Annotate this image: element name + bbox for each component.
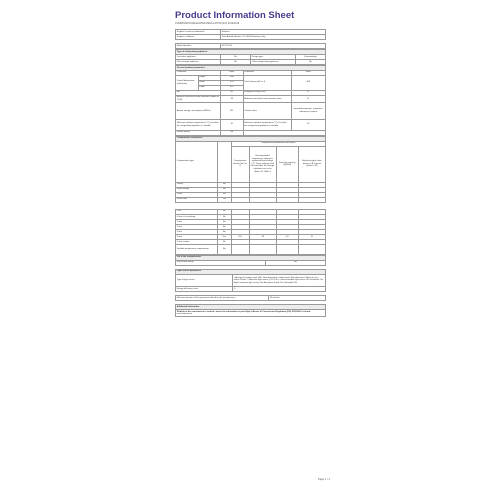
four-star-section-header: For 4-star compartments (176, 255, 326, 260)
compartment-table-2 (175, 209, 326, 255)
wine-label: Wine storage (176, 187, 218, 192)
guarantee-value: 24 months (269, 296, 326, 301)
total-volume-value: 368 (291, 75, 326, 90)
comp-volume-header: Compartment volume (dm³ or l) (231, 146, 249, 182)
one-star-value: No (218, 220, 232, 225)
value-header: Value (221, 70, 244, 75)
supplier-address-label: Supplier's address: (176, 34, 221, 39)
type-section-header: Type of refrigerating appliance: (176, 49, 326, 54)
light-class-label: Energy efficiency class (176, 287, 233, 292)
supplier-name-value: Hotpoint (221, 30, 326, 35)
depth-label: Depth (198, 85, 221, 90)
light-class-value: G (233, 287, 326, 292)
empty-cell (249, 245, 276, 254)
empty-cell (243, 130, 326, 135)
airborne-class-label: Airborne acoustical noise emission class (243, 95, 291, 102)
annual-energy-value: 311 (221, 103, 244, 120)
empty-cell (249, 197, 276, 202)
pantry-value: No (218, 182, 232, 187)
total-volume-label: Total volume (dm³ or l) (243, 75, 291, 90)
two-star-section-value: No (218, 240, 232, 245)
four-star-defrost: A (299, 235, 326, 240)
design-type-value: Freestanding (296, 54, 326, 59)
weblink-label: Weblink to the manufacturer's website, where the information in point 4(a) of Annex of Commission Regulation (EU) 2019/2019 is found: (176, 310, 311, 313)
other-refrig-label: Other refrigerating appliance: (251, 59, 296, 64)
freezing-capacity-header: Freezing capacity (kg/24h) (276, 146, 299, 182)
four-star-volume: 103 (231, 235, 249, 240)
chill-value: No (218, 209, 232, 214)
annual-energy-label: Annual energy consumption (kWh/a) (176, 103, 221, 120)
one-star-label: 1-star (176, 220, 218, 225)
variable-temp-label: Variable temperature compartment (176, 245, 218, 254)
model-label: Model identifier: (176, 43, 221, 48)
design-type-label: Design type: (251, 54, 296, 59)
other-refrig-value: No (296, 59, 326, 64)
light-type-label: Type of light source (176, 274, 233, 287)
two-star-label: 2-star (176, 225, 218, 230)
four-star-freezing: 4,5 (276, 235, 299, 240)
low-noise-value: No (221, 54, 251, 59)
weblink-value[interactable]: www.hotpoint.eu (176, 313, 193, 316)
fast-freeze-value: No (266, 260, 326, 265)
four-star-value: Yes (218, 235, 232, 240)
light-type-value: Lighting technology used: LED; Non-directional or directional: Non-directional; Mains or non-mains: Mains; Connected light source (CLS): No; Colour-tuneable light source: No; Envelope: No; High luminance light source: No; Anti-glare shield: No; Dimmable: No (233, 274, 326, 287)
general-section-header: General product parameters: (176, 65, 326, 70)
compartment-section-header: Compartment Parameters: (176, 136, 326, 141)
four-star-temp: -18 (249, 235, 276, 240)
additional-table (175, 304, 326, 317)
regulation-subtitle: COMMISSION DELEGATED REGULATION (EU) 2019/2016 (175, 22, 240, 25)
empty-cell (218, 141, 232, 182)
winter-label: Winter setting (176, 130, 221, 135)
max-temp-label: Maximum ambient temperature (°C), for which the refrigerating appliance is suitable (243, 119, 291, 130)
model-value: H9T 921 A (221, 43, 326, 48)
wine-storage-label: Wine storage appliance: (176, 59, 221, 64)
guarantee-label: Minimum duration of the guarantee offered by the manufacturer: (176, 296, 269, 301)
zero-star-label: 0-star or ice-making (176, 214, 218, 220)
cellar-value: No (218, 192, 232, 197)
two-star-value: No (218, 225, 232, 230)
compartment-type-header: Compartment type (176, 141, 218, 182)
width-value: 590 (221, 80, 244, 85)
fresh-food-label: Fresh food (176, 197, 218, 202)
zero-star-value: No (218, 214, 232, 220)
empty-cell (276, 245, 299, 254)
empty-cell (231, 245, 249, 254)
param-header-2: Parameter (243, 70, 291, 75)
energy-class-label: Energy efficiency class (243, 90, 291, 95)
min-temp-label: Minimum ambient temperature (°C), for which the refrigerating appliance is suitable (176, 119, 221, 130)
width-label: Width (198, 80, 221, 85)
supplier-name-label: Supplier's name or trademark: (176, 30, 221, 35)
max-temp-value: 43 (291, 119, 326, 130)
page-number: Page 1 / 1 (318, 478, 330, 481)
empty-cell (276, 197, 299, 202)
empty-cell (299, 197, 326, 202)
value-header-2: Value (291, 70, 326, 75)
param-header: Parameter (176, 70, 221, 75)
variable-temp-value: No (218, 245, 232, 254)
empty-cell (231, 197, 249, 202)
light-section-header: Light source parameters (176, 269, 326, 274)
min-temp-value: 10 (221, 119, 244, 130)
supplier-table (175, 29, 326, 40)
four-star-table (175, 255, 326, 266)
fresh-food-value: Yes (218, 197, 232, 202)
comp-params-header: Compartment parameters and values (231, 141, 326, 146)
airborne-label: Airborne acoustical noise emissions (dB(A) re 1 pW) (176, 96, 219, 101)
eei-label: EEI (176, 90, 221, 95)
additional-section-header: Additional information: (176, 305, 326, 310)
wine-value: No (218, 187, 232, 192)
product-information-sheet (175, 10, 326, 317)
two-star-section-label: 2-star section (176, 240, 218, 245)
weblink-cell (176, 310, 326, 317)
chill-label: Chill (176, 209, 218, 214)
overall-dimensions-label: Overall dimensions (millimetre) (176, 75, 199, 90)
depth-value: 670 (221, 85, 244, 90)
airborne-value: 38 (221, 95, 244, 102)
defrost-type-header: Defrosting type (auto-defrost = A, manual defrost = M) (299, 146, 326, 182)
height-value: 1950 (221, 75, 244, 80)
page-title: Product Information Sheet (175, 10, 295, 21)
airborne-class-value: B (291, 95, 326, 102)
cellar-label: Cellar (176, 192, 218, 197)
pantry-label: Pantry (176, 182, 218, 187)
supplier-address-value: Viale Aristide Merloni, 47, 60044 Fabriano, Italy (221, 34, 326, 39)
three-star-value: No (218, 230, 232, 235)
fast-freeze-label: Fast freeze facility (176, 260, 266, 265)
empty-cell (299, 245, 326, 254)
energy-class-value: E (291, 90, 326, 95)
three-star-label: 3-star (176, 230, 218, 235)
winter-value: No (221, 130, 244, 135)
general-params-table (175, 65, 326, 136)
recommended-temp-header: Recommended temperature setting for optimised food storage (°C) These settings shall not contradict the storage conditions set out in Annex IV, Table 3 (249, 146, 276, 182)
compartment-table (175, 136, 326, 203)
four-star-label: 4-star (176, 235, 218, 240)
light-source-table (175, 269, 326, 293)
eei-value: 80 (221, 90, 244, 95)
wine-storage-value: No (221, 59, 251, 64)
height-label: Height (198, 75, 221, 80)
appliance-type-table (175, 49, 326, 65)
climate-label: Climate class: (243, 103, 291, 120)
climate-value: extended temperate, temperate, subtropical, tropical (291, 103, 326, 120)
low-noise-label: Low-noise appliance: (176, 54, 221, 59)
